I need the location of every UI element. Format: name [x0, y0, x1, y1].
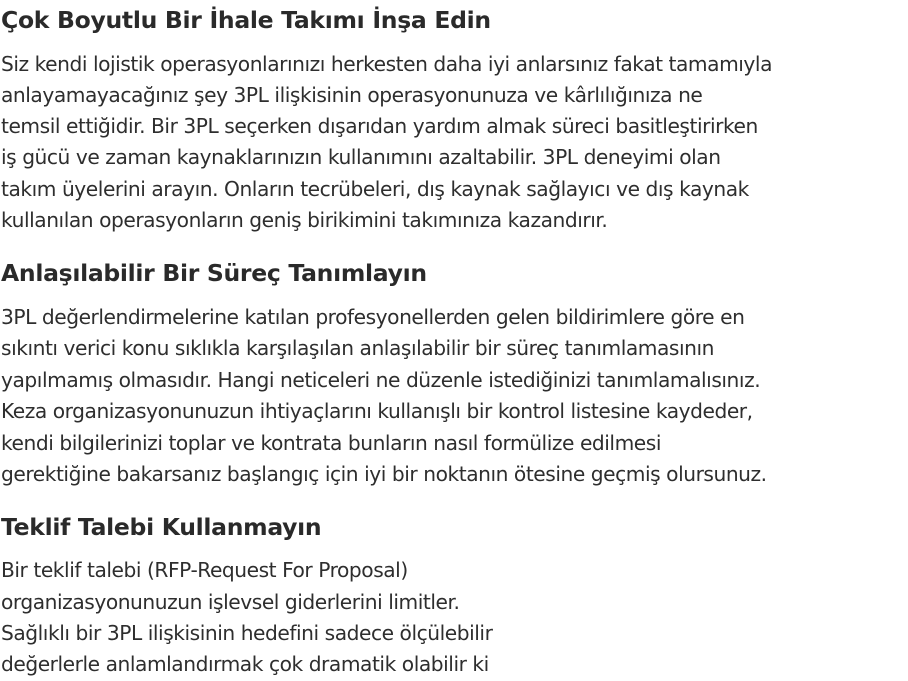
paragraph-line: temsil ettiğidir. Bir 3PL seçerken dışarıdan yardım almak süreci basitleştirirken: [1, 114, 758, 138]
paragraph-line: Siz kendi lojistik operasyonlarınızı herkesten daha iyi anlarsınız fakat tamamıyla: [1, 52, 773, 76]
paragraph-line: Sağlıklı bir 3PL ilişkisinin hedefini sadece ölçülebilir: [1, 621, 493, 645]
section-heading: Teklif Talebi Kullanmayın: [1, 513, 322, 541]
paragraph-line: kendi bilgilerinizi toplar ve kontrata bunların nasıl formülize edilmesi: [1, 431, 662, 455]
paragraph-line: 3PL değerlendirmelerine katılan profesyonellerden gelen bildirimlere göre en: [1, 305, 745, 329]
section-heading: Anlaşılabilir Bir Süreç Tanımlayın: [1, 259, 427, 287]
paragraph-line: takım üyelerini arayın. Onların tecrübeleri, dış kaynak sağlayıcı ve dış kaynak: [1, 177, 749, 201]
paragraph-line: anlayamayacağınız şey 3PL ilişkisinin operasyonunuza ve kârlılığınıza ne: [1, 83, 703, 107]
paragraph-line: organizasyonunuzun işlevsel giderlerini limitler.: [1, 590, 460, 614]
paragraph-line: kullanılan operasyonların geniş birikimini takımınıza kazandırır.: [1, 208, 608, 232]
paragraph-line: Keza organizasyonunuzun ihtiyaçlarını kullanışlı bir kontrol listesine kaydeder,: [1, 399, 753, 423]
paragraph-line: değerlerle anlamlandırmak çok dramatik olabilir ki: [1, 652, 489, 676]
paragraph-line: sıkıntı verici konu sıklıkla karşılaşılan anlaşılabilir bir süreç tanımlamasının: [1, 336, 714, 360]
section-heading: Çok Boyutlu Bir İhale Takımı İnşa Edin: [1, 6, 491, 34]
paragraph-line: gerektiğine bakarsanız başlangıç için iyi bir noktanın ötesine geçmiş olursunuz.: [1, 462, 767, 486]
paragraph-line: Bir teklif talebi (RFP-Request For Proposal): [1, 558, 408, 582]
paragraph-line: yapılmamış olmasıdır. Hangi neticeleri ne düzenle istediğinizi tanımlamalısınız.: [1, 368, 761, 392]
paragraph-line: iş gücü ve zaman kaynaklarınızın kullanımını azaltabilir. 3PL deneyimi olan: [1, 145, 721, 169]
